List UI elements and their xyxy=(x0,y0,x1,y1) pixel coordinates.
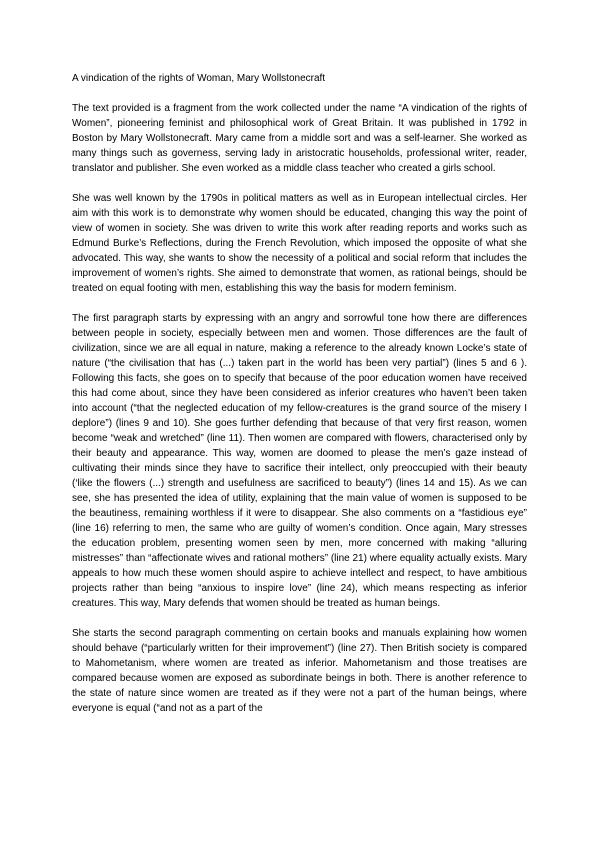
document-page xyxy=(72,71,527,731)
paragraph-context: She was well known by the 1790s in political matters as well as in European intellectual circles. Her aim with this work is to demonstrate why women should be educated, changing this way the point of view of women in society. She was driven to write this work after reading reports and works such as Edmund Burke’s Reflections, during the French Revolution, which imposed the opposite of what she advocated. This way, she wants to show the necessity of a political and social reform that includes the improvement of women’s rights. She aimed to demonstrate that women, as rational beings, should be treated on equal footing with men, establishing this way the basis for modern feminism. xyxy=(72,193,527,294)
paragraph-first-analysis: The first paragraph starts by expressing with an angry and sorrowful tone how there are differences between people in society, especially between men and women. Those differences are the fault of civilization, since we are all equal in nature, making a reference to the already known Locke’s state of nature (“the civilisation that has (...) taken part in the world has been very partial”) (lines 5 and 6 ). Following this facts, she goes on to specify that because of the poor education women have received this had come about, since they have been considered as inferior creatures who haven’t been taken into account (“that the neglected education of my fellow-creatures is the grand source of the misery I deplore”) (lines 9 and 10). She goes further defending that because of that very first reason, women become “weak and wretched” (line 11). Then women are compared with flowers, characterised only by their beauty and appearance. This way, women are doomed to please the men’s gaze instead of cultivating their minds since they have to sacrifice their intellect, only preoccupied with their beauty (‘like the flowers (...) strength and usefulness are sacrificed to beauty”) (lines 14 and 15). As we can see, she has presented the idea of utility, explaining that the main value of women is supposed to be the beautiness, remaining worthless if it were to disappear. She also comments on a “fastidious eye” (line 16) referring to men, the same who are guilty of women’s condition. Once again, Mary stresses the education problem, presenting women seen by men, more concerned with making “alluring mistresses” than “affectionate wives and rational mothers” (line 21) where equality actually exists. Mary appeals to how much these women should aspire to achieve intellect and respect, to have ambitious projects rather than being “anxious to inspire love” (line 24), which means respecting as inferior creatures. This way, Mary defends that women should be treated as human beings. xyxy=(72,313,528,609)
paragraph-introduction: The text provided is a fragment from the work collected under the name “A vindication of the rights of Women”, pioneering feminist and philosophical work of Great Britain. It was published in 1792 in Boston by Mary Wollstonecraft. Mary came from a middle sort and was a self-learner. She worked as many things such as governess, serving lady in aristocratic households, professional writer, reader, translator and publisher. She even worked as a middle class teacher who created a girls school. xyxy=(72,103,527,174)
paragraph-second-analysis: She starts the second paragraph commenting on certain books and manuals explaining how women should behave (“particularly written for their improvement”) (line 27). Then British society is compared to Mahometanism, where women are treated as inferior. Mahometanism and those treatises are compared because women are exposed as subordinate beings in both. There is another reference to the state of nature since women are treated as if they were not a part of the human beings, where everyone is equal (“and not as a part of the xyxy=(72,628,527,714)
document-title: A vindication of the rights of Woman, Mary Wollstonecraft xyxy=(72,73,326,84)
